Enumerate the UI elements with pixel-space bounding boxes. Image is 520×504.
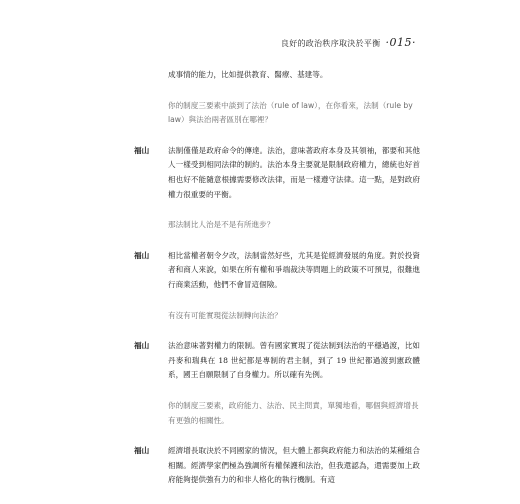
answer-paragraph bbox=[134, 339, 420, 383]
page-body bbox=[134, 68, 420, 504]
interviewer-question: 那法制比人治是不是有所進步？ bbox=[168, 220, 275, 230]
page-number: ·015· bbox=[385, 36, 416, 49]
paragraph-continuation: 成事情的能力，比如提供教育、醫療、基建等。 bbox=[168, 70, 328, 79]
speaker-label: 福山 bbox=[134, 145, 150, 155]
answer-paragraph bbox=[134, 144, 420, 202]
running-title: 良好的政治秩序取決於平衡 bbox=[280, 39, 381, 48]
answer-text: 法制僅僅是政府命令的傳達。法治，意味著政府本身及其領袖，都要和其他人一樣受到相同法律的制約。法治本身主要就是限制政府權力，總統也好首相也好不能隨意根據需要修改法律，而是一樣遵守法律。這一點，是對政府權力很重要的平衡。 bbox=[168, 145, 420, 199]
speaker-label: 福山 bbox=[134, 446, 150, 456]
answer-text: 經濟增長取決於不同國家的情況，但大體上都與政府能力和法治的某種組合相關。經濟學家們極為強調所有權保護和法治，但我還認為，還需要加上政府能夠提供強有力的和非人格化的執行機制。有這 bbox=[168, 446, 420, 485]
answer-text: 法治意味著對權力的限制。曾有國家實現了從法制到法治的平穩過渡，比如丹麥和瑞典在 18 世紀都是專制的君主制，到了 19 世紀都過渡到憲政體系，國王自願限制了自身權力。所以確有先例。 bbox=[168, 341, 420, 380]
answer-paragraph bbox=[134, 444, 420, 488]
interviewer-question: 有沒有可能實現從法制轉向法治？ bbox=[168, 310, 282, 320]
interviewer-question: 你的制度三要素中談到了法治（rule of law），在你看來，法制（rule by law）與法治兩者區別在哪裡？ bbox=[168, 100, 413, 125]
interviewer-question: 你的制度三要素，政府能力、法治、民主問責，單獨地看，哪個與經濟增長有更強的相關性。 bbox=[168, 400, 419, 425]
speaker-label: 福山 bbox=[134, 341, 150, 351]
answer-text: 相比當權者朝令夕改，法制當然好些，尤其是從經濟發展的角度。對於投資者和商人來說，如果在所有權和爭端裁決等問題上的政策不可預見，很難進行商業活動，他們不會冒這個險。 bbox=[168, 250, 420, 289]
speaker-label: 福山 bbox=[134, 250, 150, 260]
answer-paragraph bbox=[134, 249, 420, 293]
running-header bbox=[281, 36, 416, 49]
